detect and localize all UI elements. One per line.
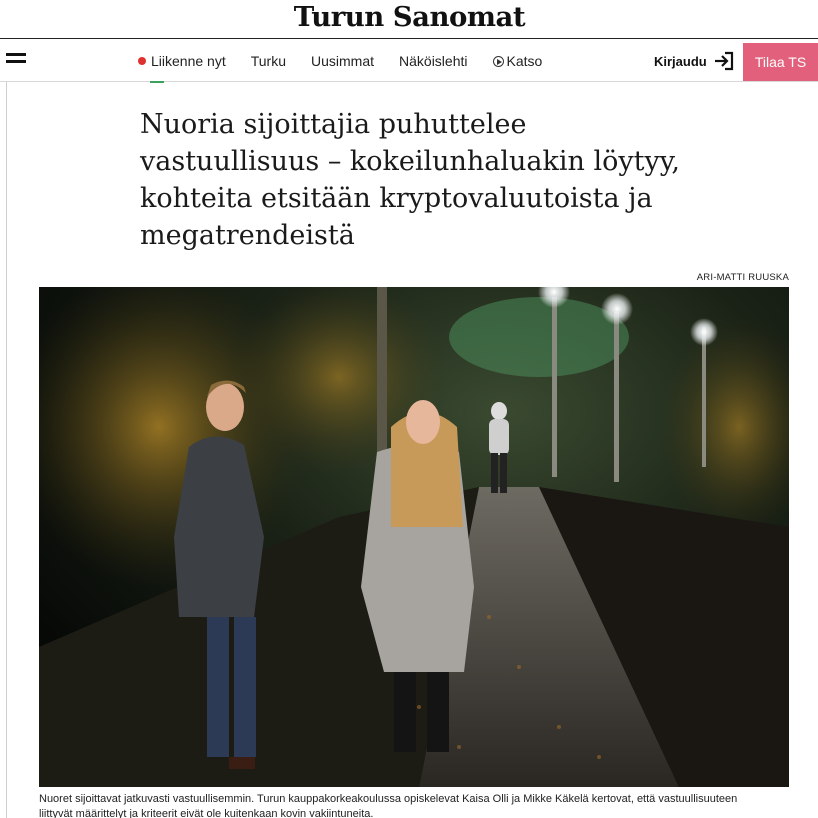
photo-caption: Nuoret sijoittavat jatkuvasti vastuullisemmin. Turun kauppakorkeakoulussa opiskelevat Kaisa Olli ja Mikke Käkelä kertovat, että vastuullisuuteen liittyvät määrittelyt ja kriteerit eivät ole kuitenkaan kovin vakiintuneita. bbox=[39, 793, 738, 818]
nav-item-liikenne[interactable] bbox=[138, 53, 226, 69]
article-photo-image bbox=[39, 287, 789, 787]
menu-icon[interactable] bbox=[6, 53, 26, 69]
nav-item-label: Liikenne nyt bbox=[151, 53, 226, 69]
nav-item-katso[interactable] bbox=[493, 53, 543, 69]
nav-item-turku[interactable] bbox=[251, 53, 286, 69]
masthead bbox=[0, 0, 818, 38]
page-edge-rule bbox=[6, 82, 7, 818]
login-label: Kirjaudu bbox=[654, 53, 707, 69]
nav-item-label: Uusimmat bbox=[311, 53, 375, 69]
section-accent-mark bbox=[150, 81, 164, 83]
nav-item-uusimmat[interactable] bbox=[311, 53, 374, 69]
nav-item-label: Näköislehti bbox=[399, 53, 468, 69]
article-headline: Nuoria sijoittajia puhuttelee vastuullisuus – kokeilunhaluakin löytyy, kohteita etsitään kryptovaluutoista ja megatrendeistä bbox=[140, 109, 680, 251]
nav-item-nakoislehti[interactable] bbox=[399, 53, 467, 69]
nav-item-label: Turku bbox=[250, 53, 286, 69]
nav-item-label: Katso bbox=[506, 53, 543, 69]
nav-links bbox=[138, 39, 567, 83]
article-photo[interactable] bbox=[39, 287, 789, 787]
subscribe-button[interactable]: Tilaa TS bbox=[743, 43, 818, 81]
main-navigation bbox=[0, 38, 818, 82]
photo-credit: ARI-MATTI RUUSKA bbox=[696, 272, 789, 283]
login-arrow-icon bbox=[713, 50, 735, 72]
site-logo[interactable]: Turun Sanomat bbox=[293, 2, 525, 33]
login-button[interactable] bbox=[654, 39, 735, 83]
live-dot-icon bbox=[138, 57, 146, 65]
play-icon bbox=[493, 56, 504, 67]
